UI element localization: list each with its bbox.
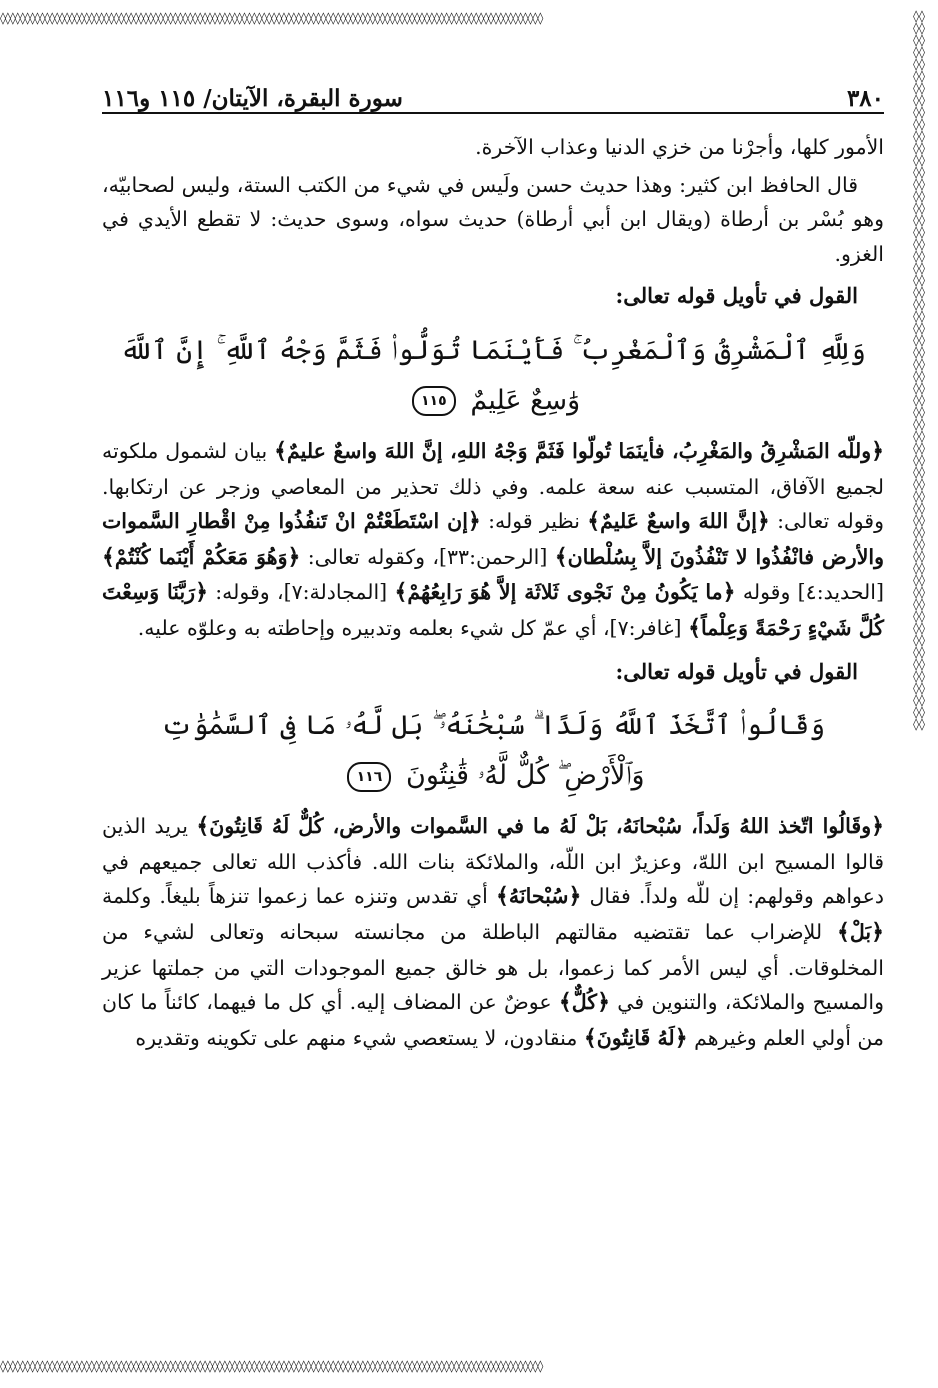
tafsir-text: منقادون، لا يستعصي شيء منهم على تكوينه وتقديره: [135, 1025, 584, 1050]
quote-ghafir-7: رَبَّنَا وَسِعْتَ كُلَّ شَيْءٍ رَحْمَةً وَعِلْماً: [102, 580, 884, 640]
tafsir-text: عوضٌ عن المضاف إليه. أي كل ما فيهما، كائناً ما كان من أولي العلم وغيرهم: [102, 990, 884, 1050]
lead-paragraph: الأمور كلها، وأجرْنا من خزي الدنيا وعذاب الآخرة.: [475, 135, 884, 159]
quran-bracket-open: ﴿: [467, 509, 481, 535]
ayah-number-116: ١١٦: [347, 762, 391, 792]
ayah-number-115: ١١٥: [412, 386, 456, 416]
verse-116-line-2: [102, 751, 884, 801]
verse-115-line-2: [102, 376, 884, 426]
quran-bracket-open: ﴿: [722, 580, 736, 606]
tafsir-paragraph-116: [102, 809, 884, 1056]
quran-bracket-open: ﴿: [597, 990, 610, 1016]
page-number: ٣٨٠: [846, 85, 884, 112]
tafsir-text: نظير قوله:: [480, 509, 588, 534]
quran-bracket-open: ﴿: [871, 438, 884, 464]
page-content: [102, 130, 884, 1056]
verse-116-line-1: وَقَالُوا۟ ٱتَّخَذَ ٱللَّهُ وَلَدًا ۗ سُبْحَٰنَهُۥ ۖ بَل لَّهُۥ مَا فِى ٱلسَّمَٰوَٰتِ: [160, 710, 826, 742]
tafsir-paragraph-115: [102, 434, 884, 647]
quran-bracket-open: ﴿: [195, 580, 208, 606]
quran-bracket-open: ﴿: [568, 884, 582, 910]
quote-qanitun: لَهُ قَانِتُونَ: [596, 1025, 675, 1050]
running-title: سورة البقرة، الآيتان/ ١١٥ و١١٦: [102, 85, 403, 112]
quran-bracket-open: ﴿: [871, 814, 885, 840]
quote-inna-allah: إنَّ اللهَ واسعٌ عَليمٌ: [600, 509, 757, 534]
quote-hadid-4: وَهُوَ مَعَكُمْ أَيْنَما كُنْتُمْ: [114, 544, 288, 569]
quote-mujadila-7: ما يَكُونُ مِنْ نَجْوى ثَلاثَة إلاَّ هُوَ رَابِعُهُمْ: [407, 580, 723, 605]
quran-bracket-open: ﴿: [287, 544, 301, 570]
quran-bracket-close: ﴾: [587, 509, 601, 535]
page-border-right: ◊◊◊◊◊◊◊◊◊◊◊◊◊◊◊◊◊◊◊◊◊◊◊◊◊◊◊◊◊◊◊◊◊◊◊◊◊◊◊◊◊◊◊◊◊◊◊◊◊◊◊◊◊◊◊◊◊◊◊◊◊◊◊◊◊◊◊◊◊◊◊◊◊◊◊◊◊◊◊◊◊◊◊◊◊◊◊◊◊◊◊◊◊◊◊◊◊◊◊◊◊◊◊◊◊◊◊◊◊◊◊◊◊◊◊◊◊◊◊◊: [913, 10, 925, 731]
ibn-kathir-paragraph: قال الحافظ ابن كثير: وهذا حديث حسن ولَيس في شيء من الكتب الستة، وليس لصحابيّه، وهو بُسْر بن أرطاة (ويقال ابن أبي أرطاة) حديث سواه، وسوى حديث: لا تقطع الأيدي في الغزو.: [102, 172, 884, 266]
verse-115-line-2-text: وَٰسِعٌ عَلِيمٌ: [470, 384, 581, 416]
quran-bracket-close: ﴾: [554, 544, 568, 570]
tafsir-text: [المجادلة:٧]، وقوله:: [207, 580, 395, 605]
quote-subhanahu: سُبْحانَهُ: [508, 884, 569, 909]
verse-116: [102, 701, 884, 801]
quote-verse-115: وللّه المَشْرِقُ والمَغْرِبُ، فأينَمَا تُولّوا فَثَمَّ وَجْهُ اللهِ، إنَّ اللهَ واسعٌ عليمٌ: [287, 438, 872, 463]
quran-bracket-close: ﴾: [836, 919, 850, 945]
tafsir-text: [الرحمن:٣٣]، وكقوله تعالى:: [300, 544, 555, 569]
quran-bracket-close: ﴾: [274, 438, 288, 464]
tafsir-text: [الحديد:٤] وقوله: [735, 580, 884, 605]
quran-bracket-open: ﴿: [756, 509, 770, 535]
quran-bracket-open: ﴿: [871, 919, 884, 945]
quran-bracket-close: ﴾: [102, 544, 115, 570]
quote-bal: بَلْ: [849, 919, 872, 944]
page-header: [102, 70, 884, 114]
quran-bracket-open: ﴿: [674, 1025, 688, 1051]
tafsir-text: يريد الذين قالوا المسيح ابن اللهّ، وعزيرٌ ابن اللّه، والملائكة بنات الله. فأكذب الله تعالى جميعهم في دعواهم وقولهم: إن للّه ولداً. فقال: [102, 814, 884, 909]
section-heading-116: القول في تأويل قوله تعالى:: [615, 658, 858, 684]
quran-bracket-close: ﴾: [394, 580, 408, 606]
quran-bracket-close: ﴾: [558, 990, 572, 1016]
quran-bracket-close: ﴾: [583, 1025, 597, 1051]
book-page: [102, 70, 884, 1059]
tafsir-text: أي تقدس وتنزه عما زعموا تنزهاً بليغاً. وكلمة: [102, 884, 497, 909]
quran-bracket-close: ﴾: [688, 615, 701, 641]
quran-bracket-close: ﴾: [496, 884, 509, 910]
verse-115: [102, 326, 884, 426]
verse-116-line-2-text: وَٱلْأَرْضِ ۖ كُلٌّ لَّهُۥ قَٰنِتُونَ: [406, 760, 645, 792]
verse-115-line-1: وَلِلَّهِ ٱلْمَشْرِقُ وَٱلْمَغْرِبُ ۚ فَأَيْنَمَا تُوَلُّوا۟ فَثَمَّ وَجْهُ ٱللَّهِ ۚ إِنَّ ٱللَّهَ: [120, 334, 866, 366]
page-border-top: ◊◊◊◊◊◊◊◊◊◊◊◊◊◊◊◊◊◊◊◊◊◊◊◊◊◊◊◊◊◊◊◊◊◊◊◊◊◊◊◊◊◊◊◊◊◊◊◊◊◊◊◊◊◊◊◊◊◊◊◊◊◊◊◊◊◊◊◊◊◊◊◊◊◊◊◊◊◊◊◊◊◊◊◊◊◊◊◊◊◊◊◊◊◊◊◊◊◊◊◊◊◊◊◊◊◊◊◊◊◊: [0, 12, 543, 25]
quran-bracket-close: ﴾: [196, 814, 210, 840]
tafsir-text: للإضراب عما تقتضيه مقالتهم الباطلة من مجانسته سبحانه وتعالى لشيء من المخلوقات. أي ليس الأمر كما زعموا، بل هو خالق جميع الموجودات التي من جملتها عزير والمسيح والملائكة، والتنوين في: [102, 919, 884, 1015]
tafsir-text: [غافر:٧]، أي عمّ كل شيء بعلمه وتدبيره وإحاطته به وعلوّه عليه.: [137, 615, 689, 640]
tafsir-text: بيان لشمول ملكوته لجميع الآفاق، المتسبب عنه سعة علمه. وفي ذلك تحذير من المعاصي وزجر عن ارتكابها. وقوله تعالى:: [102, 438, 884, 534]
quote-kullun: كُلٌّ: [571, 990, 598, 1015]
section-heading-115: القول في تأويل قوله تعالى:: [615, 283, 858, 309]
quote-rahman-33: إن اسْتَطَعْتُمْ انْ تَنفُذُوا مِنْ اقْطارِ السَّموات والأرض فانْفُذُوا لا تَنْفُذُونَ إلاَّ بِسُلْطان: [102, 509, 884, 569]
page-border-bottom: ◊◊◊◊◊◊◊◊◊◊◊◊◊◊◊◊◊◊◊◊◊◊◊◊◊◊◊◊◊◊◊◊◊◊◊◊◊◊◊◊◊◊◊◊◊◊◊◊◊◊◊◊◊◊◊◊◊◊◊◊◊◊◊◊◊◊◊◊◊◊◊◊◊◊◊◊◊◊◊◊◊◊◊◊◊◊◊◊◊◊◊◊◊◊◊◊◊◊◊◊◊◊◊◊◊◊◊◊◊◊: [0, 1360, 543, 1373]
quote-verse-116: وقَالُوا اتّخذ اللهُ وَلَداً، سُبْحانَهُ، بَلْ لَهُ ما في السَّموات والأرض، كُلٌّ لَهُ قَانِتُونَ: [209, 814, 872, 839]
